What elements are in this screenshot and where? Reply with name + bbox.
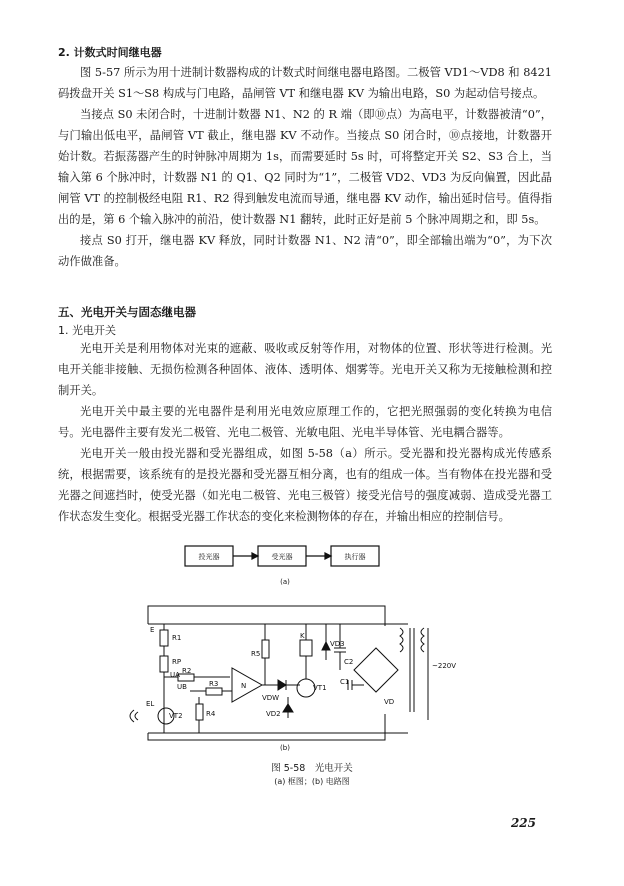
- sub-label-a: (a): [280, 578, 290, 586]
- arrow-icon: [325, 553, 331, 559]
- section-heading-photoelectric: 五、光电开关与固态继电器: [58, 305, 196, 319]
- relay-k: [300, 640, 312, 656]
- resistor-r4: [196, 704, 203, 720]
- paragraph: 光电开关一般由投光器和受光器组成，如图 5-58（a）所示。受光器和投光器构成光传感系统，根据需要，该系统有的是投光器和受光器互相分离，也有的组成一体。当有物体在投光器和受光器之间遮挡时，使受光器（如光电二极管、光电三极管）接受光信号的强度减弱、造成受光器工作状态发生变化。根据受光器工作状态的变化来检测物体的存在，并输出相应的控制信号。: [58, 447, 552, 523]
- resistor-r2: [178, 674, 194, 681]
- label-e: E: [150, 626, 155, 634]
- label-k: K: [300, 632, 305, 640]
- paragraph: 光电开关是利用物体对光束的遮蔽、吸收或反射等作用，对物体的位置、形状等进行检测。光电开关能非接触、无损伤检测各种固体、液体、透明体、烟雾等。光电开关又称为无接触检测和控制开关。: [58, 342, 552, 397]
- sub-label-b: (b): [280, 744, 290, 752]
- sub-heading-photoelectric-switch: 1. 光电开关: [58, 324, 116, 337]
- resistor-r3: [206, 688, 222, 695]
- label-ua: UA: [170, 671, 180, 679]
- figure-caption: 图 5-58 光电开关: [271, 763, 353, 774]
- label-vd3: VD3: [330, 640, 345, 648]
- comparator-n: [232, 668, 262, 702]
- arrow-icon: [252, 553, 258, 559]
- label-c2: C2: [344, 658, 354, 666]
- emitter-block-label: 投光器: [198, 553, 220, 561]
- resistor-r1: [160, 630, 168, 646]
- label-c1: C1: [340, 678, 350, 686]
- label-el: EL: [146, 700, 155, 708]
- paragraph: 接点 S0 打开，继电器 KV 释放，同时计数器 N1、N2 清“0”，即全部输出端为“0”，为下次动作做准备。: [58, 234, 552, 268]
- receiver-block-label: 受光器: [271, 553, 293, 561]
- diode-vd2: [283, 704, 293, 712]
- page-number: 225: [510, 816, 536, 830]
- paragraph: 图 5-57 所示为用十进制计数器构成的计数式时间继电器电路图。二极管 VD1～VD8 和 8421 码拨盘开关 S1～S8 构成与门电路，晶闸管 VT 和继电器 KV 为输出电路，S0 为起动信号接点。: [58, 66, 552, 100]
- label-vdw: VDW: [262, 694, 280, 702]
- label-ub: UB: [177, 683, 187, 691]
- label-vd: VD: [384, 698, 395, 706]
- label-vd2: VD2: [266, 710, 281, 718]
- paragraph: 光电开关中最主要的光电器件是利用光电效应原理工作的，它把光照强弱的变化转换为电信号。光电器件主要有发光二极管、光电二极管、光敏电阻、光电半导体管、光电耦合器等。: [58, 405, 552, 439]
- section-heading-timer: 2. 计数式时间继电器: [58, 46, 162, 59]
- figure-sub-caption: (a) 框图；(b) 电路图: [274, 777, 350, 786]
- actuator-block-label: 执行器: [344, 553, 366, 561]
- label-vt2: VT2: [169, 712, 183, 720]
- label-r5: R5: [251, 650, 261, 658]
- label-r1: R1: [172, 634, 182, 642]
- resistor-rp: [160, 656, 168, 672]
- zener-vdw: [278, 680, 286, 690]
- label-n: N: [241, 682, 247, 690]
- label-vt1: VT1: [313, 684, 327, 692]
- label-r4: R4: [206, 710, 216, 718]
- label-r3: R3: [209, 680, 219, 688]
- light-icon: [130, 710, 138, 722]
- label-r2: R2: [182, 667, 192, 675]
- label-rp: RP: [172, 658, 182, 666]
- resistor-r5: [262, 640, 269, 658]
- paragraph: 当接点 S0 未闭合时，十进制计数器 N1、N2 的 R 端（即⑩点）为高电平，计数器被清“0”，与门输出低电平，晶闸管 VT 截止，继电器 KV 不动作。当接点 S0 闭合时，⑩点接地，计数器开始计数。若振荡器产生的时钟脉冲周期为 1s，而需要延时 5s 时，可将整定开关 S2、S3 合上，当输入第 6 个脉冲时，计数器 N1 的 Q1、Q2 同时为“1”，二极管 VD2、VD3 为反向偏置，因此晶闸管 VT 的控制极经电阻 R1、R2 得到触发电流而导通，继电器 KV 动作，输出延时信号。值得指出的是，第 6 个输入脉冲的前沿，使计数器 N1 翻转，此时正好是前 5 个脉冲周期之和，即 5s。: [58, 108, 553, 226]
- label-ac-voltage: ~220V: [432, 662, 457, 670]
